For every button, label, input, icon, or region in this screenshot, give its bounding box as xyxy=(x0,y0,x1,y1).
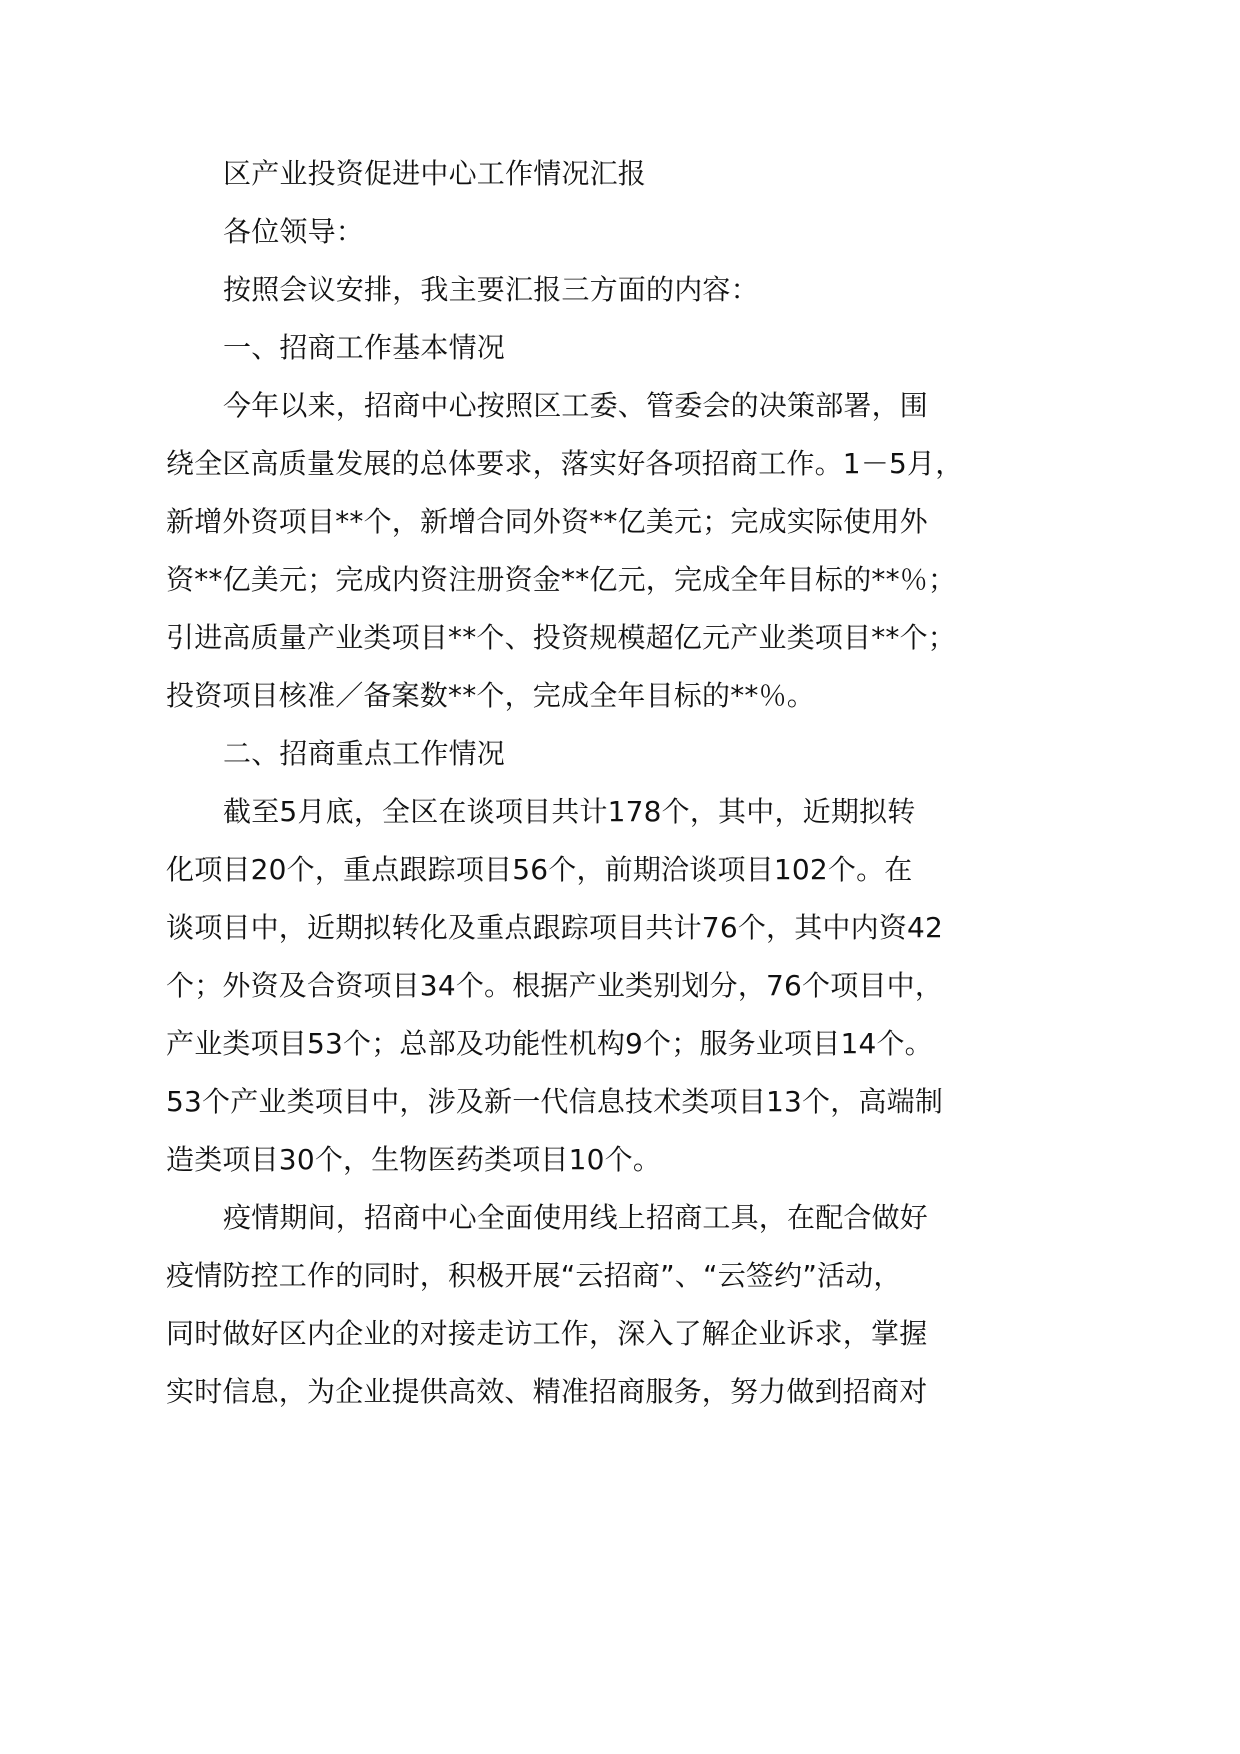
paragraph-line: 截至5月底，全区在谈项目共计178个，其中，近期拟转 xyxy=(223,795,916,828)
paragraph-basic-situation xyxy=(166,377,966,725)
paragraph-line: 绕全区高质量发展的总体要求，落实好各项招商工作。1－5月， xyxy=(166,447,964,480)
paragraph-line: 53个产业类项目中，涉及新一代信息技术类项目13个，高端制 xyxy=(166,1085,944,1118)
paragraph-line: 资**亿美元；完成内资注册资金**亿元，完成全年目标的**％； xyxy=(166,563,957,596)
paragraph-line: 新增外资项目**个，新增合同外资**亿美元；完成实际使用外 xyxy=(166,505,928,538)
intro-line: 按照会议安排，我主要汇报三方面的内容： xyxy=(223,273,759,306)
paragraph-line: 今年以来，招商中心按照区工委、管委会的决策部署，围 xyxy=(223,389,929,422)
paragraph-line: 疫情期间，招商中心全面使用线上招商工具，在配合做好 xyxy=(223,1201,929,1234)
section-heading-1: 一、招商工作基本情况 xyxy=(223,331,506,364)
paragraph-line: 化项目20个，重点跟踪项目56个，前期洽谈项目102个。在 xyxy=(166,853,913,886)
paragraph-line: 造类项目30个，生物医药类项目10个。 xyxy=(166,1143,662,1176)
paragraph-line: 同时做好区内企业的对接走访工作，深入了解企业诉求，掌握 xyxy=(166,1317,928,1350)
paragraph-line: 疫情防控工作的同时，积极开展“云招商”、“云签约”活动， xyxy=(166,1259,902,1292)
document-title: 区产业投资促进中心工作情况汇报 xyxy=(223,157,647,190)
paragraph-line: 实时信息，为企业提供高效、精准招商服务，努力做到招商对 xyxy=(166,1375,928,1408)
paragraph-line: 引进高质量产业类项目**个、投资规模超亿元产业类项目**个； xyxy=(166,621,957,654)
document-body xyxy=(166,145,966,1421)
paragraph-line: 个；外资及合资项目34个。根据产业类别划分，76个项目中， xyxy=(166,969,944,1002)
paragraph-line: 谈项目中，近期拟转化及重点跟踪项目共计76个，其中内资42 xyxy=(166,911,944,944)
paragraph-project-statistics xyxy=(166,783,966,1189)
section-heading-2: 二、招商重点工作情况 xyxy=(223,737,506,770)
paragraph-epidemic-period xyxy=(166,1189,966,1421)
salutation: 各位领导： xyxy=(223,215,365,248)
paragraph-line: 投资项目核准／备案数**个，完成全年目标的**％。 xyxy=(166,679,816,712)
paragraph-line: 产业类项目53个；总部及功能性机构9个；服务业项目14个。 xyxy=(166,1027,933,1060)
